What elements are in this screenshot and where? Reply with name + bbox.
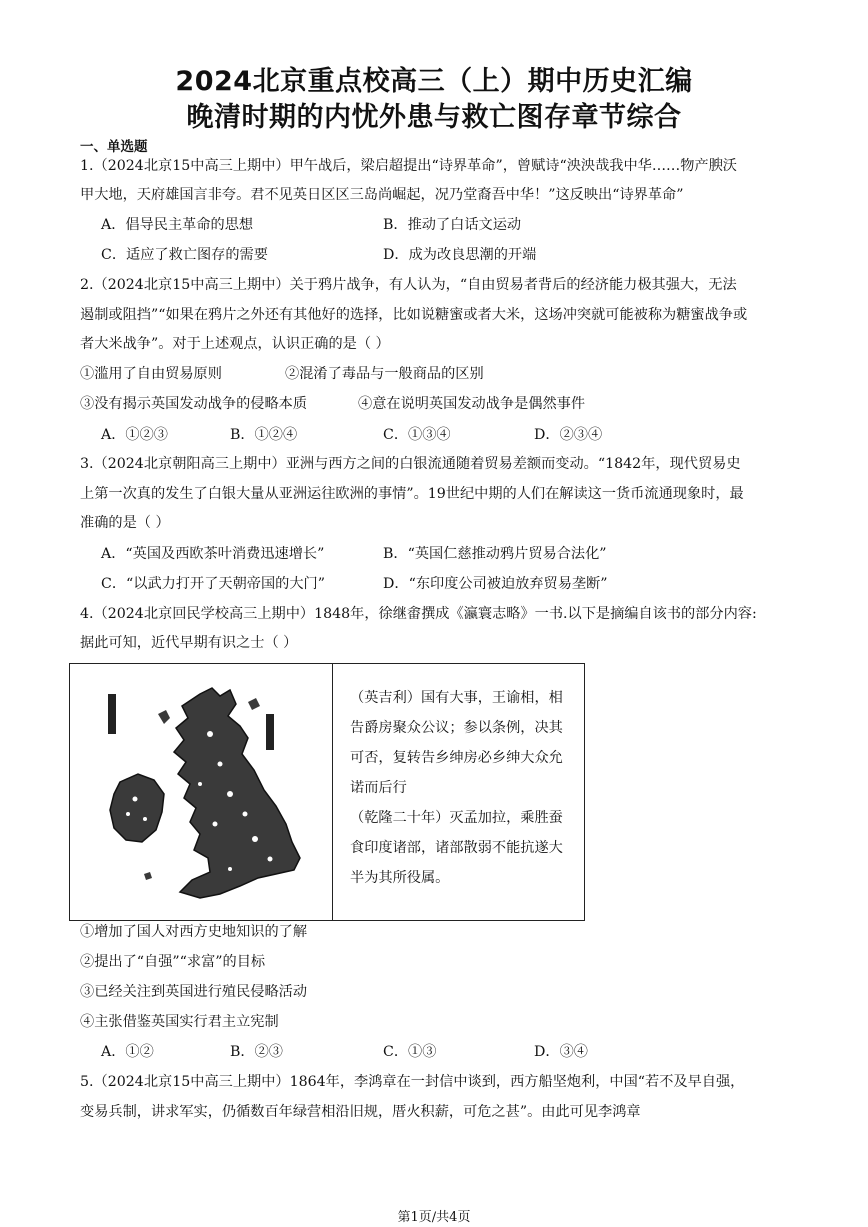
q2-statement-3: ③没有揭示英国发动战争的侵略本质: [80, 396, 308, 412]
q5-stem-line: 变易兵制，讲求军实，仍循数百年绿营相沿旧规，厝火积薪，可危之甚”。由此可见李鸿章: [80, 1104, 641, 1120]
table-text-line: 诺而后行: [350, 780, 407, 796]
q4-option-b: B．②③: [230, 1044, 283, 1060]
table-divider: [332, 664, 333, 920]
table-text-line: 可否，复转告乡绅房必乡绅大众允: [350, 750, 563, 766]
q2-stem-line: 2.（2024北京15中高三上期中）关于鸦片战争，有人认为，“自由贸易者背后的经济能力极其强大，无法: [80, 277, 737, 293]
q4-statement-3: ③已经关注到英国进行殖民侵略活动: [80, 984, 308, 1000]
document-title-line2: 晚清时期的内忧外患与救亡图存章节综合: [186, 102, 682, 133]
q2-stem-line: 者大米战争”。对于上述观点，认识正确的是（ ）: [80, 336, 390, 352]
q4-stem-line: 据此可知，近代早期有识之士（ ）: [80, 635, 298, 651]
q5-stem-line: 5.（2024北京15中高三上期中）1864年，李鸿章在一封信中谈到，西方船坚炮利，中国“若不及早自强，: [80, 1074, 745, 1090]
q3-option-d: D．“东印度公司被迫放弃贸易垄断”: [383, 576, 608, 592]
q1-stem-line: 1.（2024北京15中高三上期中）甲午战后，梁启超提出“诗界革命”，曾赋诗“泱泱哉我中华……物产腴沃: [80, 158, 737, 174]
document-title-line1: 2024北京重点校高三（上）期中历史汇编: [175, 66, 693, 97]
q2-option-b: B．①②④: [230, 427, 298, 443]
table-text-line: （乾隆二十年）灭孟加拉，乘胜蚕: [350, 810, 563, 826]
section-heading: 一、单选题: [80, 139, 148, 155]
q2-statement-4: ④意在说明英国发动战争是偶然事件: [358, 396, 586, 412]
q4-option-c: C．①③: [383, 1044, 437, 1060]
q1-option-d: D．成为改良思潮的开端: [383, 247, 537, 263]
q4-statement-4: ④主张借鉴英国实行君主立宪制: [80, 1014, 279, 1030]
q4-stem-line: 4.（2024北京回民学校高三上期中）1848年，徐继畬撰成《瀛寰志略》一书.以下是摘编自该书的部分内容:: [80, 606, 757, 622]
q2-statement-2: ②混淆了毒品与一般商品的区别: [285, 366, 484, 382]
table-text-line: 半为其所役属。: [350, 870, 450, 886]
q4-statement-2: ②提出了“自强”“求富”的目标: [80, 954, 266, 970]
q1-stem-line: 甲大地，天府雄国言非夸。君不见英日区区三岛尚崛起，况乃堂裔吾中华！”这反映出“诗界革命”: [80, 187, 684, 203]
q4-statement-1: ①增加了国人对西方史地知识的了解: [80, 924, 308, 940]
q1-option-c: C．适应了救亡图存的需要: [101, 247, 268, 263]
q3-stem-line: 3.（2024北京朝阳高三上期中）亚洲与西方之间的白银流通随着贸易差额而变动。“1842年，现代贸易史: [80, 456, 741, 472]
q3-option-b: B．“英国仁慈推动鸦片贸易合法化”: [383, 546, 607, 562]
page-footer: 第1页/共4页: [397, 1210, 471, 1225]
q3-stem-line: 上第一次真的发生了白银大量从亚洲运往欧洲的事情”。19世纪中期的人们在解读这一货币流通现象时，最: [80, 486, 744, 502]
british-isles-map-image: [80, 674, 325, 914]
source-table: [69, 663, 585, 921]
q3-option-c: C．“以武力打开了天朝帝国的大门”: [101, 576, 325, 592]
q1-option-b: B．推动了白话文运动: [383, 217, 522, 233]
table-text-line: 食印度诸部，诸部散弱不能抗遂大: [350, 840, 563, 856]
table-text-line: 告爵房聚众公议；参以条例，决其: [350, 720, 563, 736]
q4-option-a: A．①②: [101, 1044, 154, 1060]
q1-option-a: A．倡导民主革命的思想: [101, 217, 254, 233]
q3-stem-line: 准确的是（ ）: [80, 515, 170, 531]
q4-option-d: D．③④: [534, 1044, 588, 1060]
q3-option-a: A．“英国及西欧茶叶消费迅速增长”: [101, 546, 325, 562]
q2-option-d: D．②③④: [534, 427, 603, 443]
q2-stem-line: 遏制或阻挡”“如果在鸦片之外还有其他好的选择，比如说糖蜜或者大米，这场冲突就可能被称为糖蜜战争或: [80, 307, 748, 323]
q2-statement-1: ①滥用了自由贸易原则: [80, 366, 222, 382]
q2-option-a: A．①②③: [101, 427, 168, 443]
q2-option-c: C．①③④: [383, 427, 451, 443]
table-text-line: （英吉利）国有大事，王谕相，相: [350, 690, 563, 706]
